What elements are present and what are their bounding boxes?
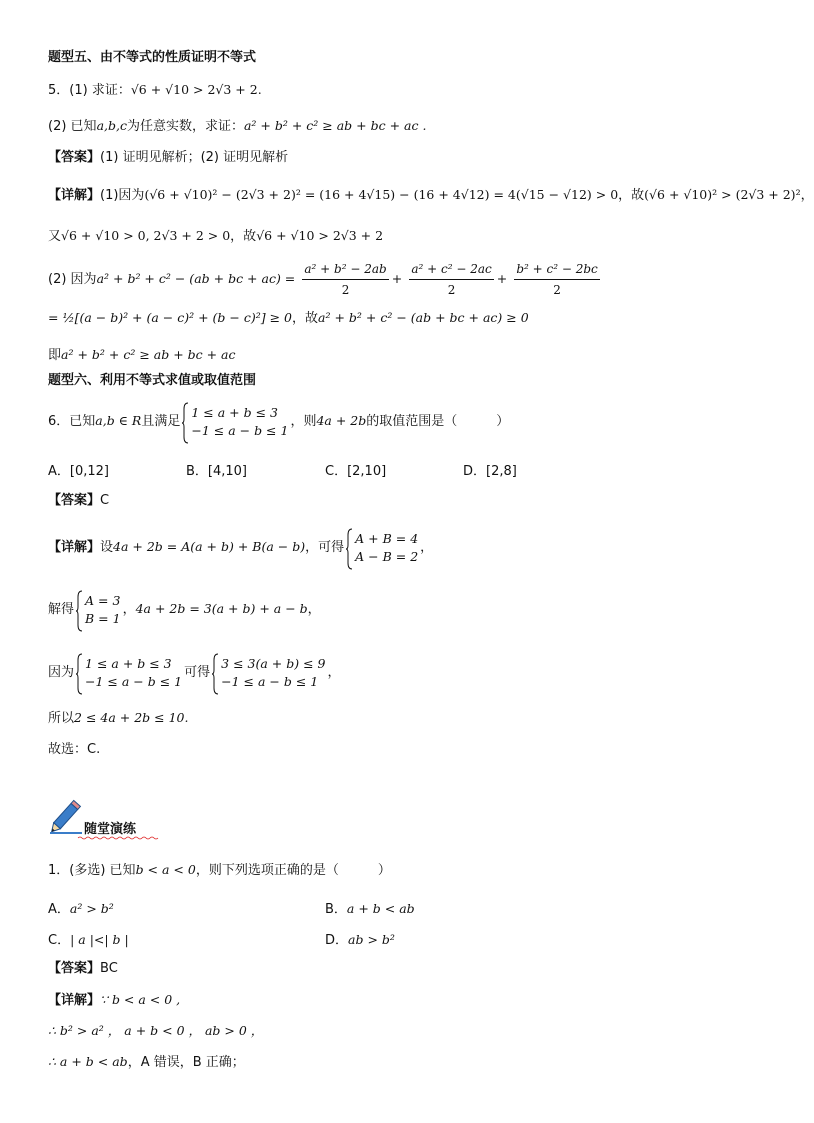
p1-option-b: B．a + b < ab bbox=[325, 901, 415, 917]
detail-label: 【详解】 bbox=[48, 540, 101, 555]
fraction: $\frac{\text{a² + c² − 2ac}}{2}$ bbox=[411, 262, 492, 297]
answer-label: 【答案】 bbox=[48, 150, 101, 165]
p1-detail-2: ∴ b² > a² ， a + b < 0 ， ab > 0 ， bbox=[48, 1023, 264, 1038]
q6-detail-1: 【详解】设4a + 2b = A(a + b) + B(a − b)，可得 A + B = 4 A − B = 2 ， bbox=[48, 526, 433, 569]
q6-detail-2: 解得 A = 3 B = 1 ，4a + 2b = 3(a + b) + a − b， bbox=[48, 588, 321, 631]
fraction: $\frac{\text{a² + b² − 2ab}}{2}$ bbox=[304, 262, 387, 297]
q5-detail-4: = ½[(a − b)² + (a − c)² + (b − c)²] ≥ 0，故a² + b² + c² − (ab + bc + ac) ≥ 0 bbox=[48, 310, 529, 326]
p1-option-a: A．a² > b² bbox=[48, 901, 114, 917]
q6-option-c: C．[2,10] bbox=[325, 464, 387, 479]
q6-stem: 6．已知a,b ∈ R且满足 1 ≤ a + b ≤ 3 −1 ≤ a − b ≤ 1 ，则4a + 2b的取值范围是（ ） bbox=[48, 400, 509, 443]
p1-detail-1: 【详解】∵ b < a < 0 , bbox=[48, 992, 181, 1008]
p1-answer: 【答案】BC bbox=[48, 961, 118, 976]
q5-part1: 5．(1) 求证：√6 + √10 > 2√3 + 2. bbox=[48, 82, 262, 98]
section-title-5: 题型五、由不等式的性质证明不等式 bbox=[48, 50, 257, 65]
spellcheck-underline bbox=[78, 836, 158, 840]
equation-system: A + B = 4 A − B = 2 bbox=[346, 530, 418, 566]
equation-system: A = 3 B = 1 bbox=[76, 592, 121, 628]
q6-detail-5: 故选：C. bbox=[48, 742, 101, 757]
q6-detail-3: 因为 1 ≤ a + b ≤ 3 −1 ≤ a − b ≤ 1 可得 3 ≤ 3(a + b) ≤ 9 −1 ≤ a − b ≤ 1 ， bbox=[48, 652, 340, 694]
q6-option-d: D．[2,8] bbox=[463, 464, 517, 479]
equation-system: 1 ≤ a + b ≤ 3 −1 ≤ a − b ≤ 1 bbox=[182, 404, 288, 440]
q6-answer: 【答案】C bbox=[48, 493, 110, 508]
q5-part2: (2) 已知a,b,c为任意实数，求证：a² + b² + c² ≥ ab + bc + ac . bbox=[48, 118, 427, 134]
section-title-6: 题型六、利用不等式求值或取值范围 bbox=[48, 373, 257, 388]
q6-detail-4: 所以2 ≤ 4a + 2b ≤ 10. bbox=[48, 710, 189, 726]
p1-detail-3: ∴ a + b < ab，A 错误，B 正确； bbox=[48, 1054, 245, 1070]
q6-option-b: B．[4,10] bbox=[186, 464, 248, 479]
pencil-icon bbox=[48, 795, 84, 835]
answer-label: 【答案】 bbox=[48, 961, 101, 976]
detail-label: 【详解】 bbox=[48, 993, 101, 1008]
fraction: $\frac{\text{b² + c² − 2bc}}{2}$ bbox=[516, 262, 598, 297]
p1-stem: 1．(多选) 已知b < a < 0，则下列选项正确的是（ ） bbox=[48, 862, 391, 878]
p1-option-c: C．| a |<| b | bbox=[48, 932, 129, 948]
equation-system: 3 ≤ 3(a + b) ≤ 9 −1 ≤ a − b ≤ 1 bbox=[212, 655, 325, 691]
q5-detail-1: 【详解】(1)因为(√6 + √10)² − (2√3 + 2)² = (16 + 4√15) − (16 + 4√12) = 4(√15 − √12) > 0，故(√6 + √10)² > (2√3 + 2)²， bbox=[48, 187, 814, 203]
p1-option-d: D．ab > b² bbox=[325, 932, 395, 948]
q5-answer: 【答案】(1) 证明见解析；(2) 证明见解析 bbox=[48, 150, 289, 165]
practice-section-header bbox=[48, 795, 168, 835]
q5-detail-5: 即a² + b² + c² ≥ ab + bc + ac bbox=[48, 347, 236, 363]
equation-system: 1 ≤ a + b ≤ 3 −1 ≤ a − b ≤ 1 bbox=[76, 655, 182, 691]
q5-part1-math: √6 + √10 > 2√3 + 2. bbox=[130, 82, 262, 97]
q6-option-a: A．[0,12] bbox=[48, 464, 109, 479]
practice-title: 随堂演练 bbox=[84, 822, 137, 837]
q5-detail-3: (2) 因为a² + b² + c² − (ab + bc + ac) = $\frac{\text{a² + b² − 2ab}}{2}$ + $\frac{\text{a² + c² − 2ac}}{2}$ + $\frac{\text{b² + c² − 2bc}}{2}$ bbox=[48, 262, 598, 297]
answer-label: 【答案】 bbox=[48, 493, 101, 508]
q5-detail-2: 又√6 + √10 > 0, 2√3 + 2 > 0，故√6 + √10 > 2√3 + 2 bbox=[48, 228, 384, 244]
detail-label: 【详解】 bbox=[48, 188, 101, 203]
q5-part2-math: a² + b² + c² ≥ ab + bc + ac . bbox=[243, 118, 427, 133]
